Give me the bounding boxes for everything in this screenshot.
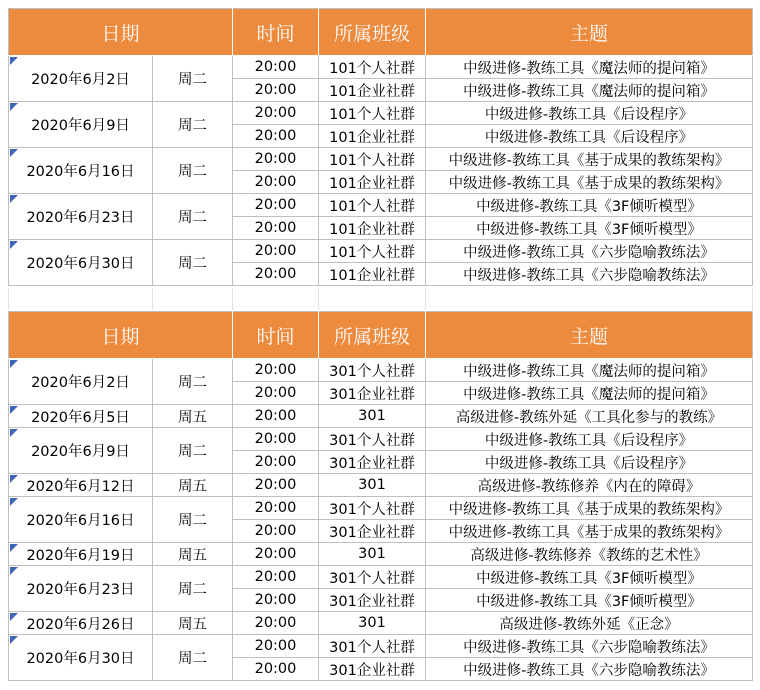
topic-cell: 中级进修-教练工具《3F倾听模型》 xyxy=(426,217,753,240)
topic-cell: 中级进修-教练工具《六步隐喻教练法》 xyxy=(426,263,753,286)
class-cell: 301个人社群 xyxy=(319,359,426,382)
topic-cell: 中级进修-教练工具《基于成果的教练架构》 xyxy=(426,171,753,194)
time-cell: 20:00 xyxy=(233,263,319,286)
table-row xyxy=(9,405,753,428)
table-row xyxy=(9,240,753,263)
topic-cell: 高级进修-教练外延《正念》 xyxy=(426,612,753,635)
comment-flag-icon xyxy=(10,195,18,203)
topic-cell: 中级进修-教练工具《六步隐喻教练法》 xyxy=(426,240,753,263)
time-cell: 20:00 xyxy=(233,612,319,635)
schedule-table-301 xyxy=(8,311,753,681)
date-cell xyxy=(9,56,153,102)
class-cell: 301 xyxy=(319,405,426,428)
date-text: 2020年6月30日 xyxy=(26,651,135,667)
topic-cell: 高级进修-教练修养《教练的艺术性》 xyxy=(426,543,753,566)
weekday-cell: 周二 xyxy=(153,635,233,681)
table-row xyxy=(9,566,753,589)
schedule-table-101 xyxy=(8,8,753,286)
date-cell xyxy=(9,405,153,428)
comment-flag-icon xyxy=(10,57,18,65)
date-cell xyxy=(9,428,153,474)
time-cell: 20:00 xyxy=(233,474,319,497)
table-row xyxy=(9,612,753,635)
comment-flag-icon xyxy=(10,613,18,621)
date-text: 2020年6月5日 xyxy=(31,409,130,426)
time-cell: 20:00 xyxy=(233,217,319,240)
class-cell: 301 xyxy=(319,474,426,497)
topic-cell: 中级进修-教练工具《魔法师的提问箱》 xyxy=(426,79,753,102)
topic-cell: 中级进修-教练工具《后设程序》 xyxy=(426,428,753,451)
time-cell: 20:00 xyxy=(233,359,319,382)
time-cell: 20:00 xyxy=(233,658,319,681)
time-cell: 20:00 xyxy=(233,240,319,263)
weekday-cell: 周二 xyxy=(153,497,233,543)
date-cell xyxy=(9,543,153,566)
comment-flag-icon xyxy=(10,241,18,249)
spacer-row xyxy=(8,288,752,310)
topic-cell: 中级进修-教练工具《魔法师的提问箱》 xyxy=(426,56,753,79)
class-cell: 301 xyxy=(319,543,426,566)
date-cell xyxy=(9,359,153,405)
weekday-cell: 周二 xyxy=(153,428,233,474)
header-topic: 主题 xyxy=(426,9,753,56)
table-row xyxy=(9,474,753,497)
topic-cell: 中级进修-教练工具《3F倾听模型》 xyxy=(426,194,753,217)
schedule-body-101 xyxy=(9,56,753,286)
comment-flag-icon xyxy=(10,475,18,483)
table-row xyxy=(9,635,753,658)
topic-cell: 中级进修-教练工具《六步隐喻教练法》 xyxy=(426,635,753,658)
header-date: 日期 xyxy=(9,312,233,359)
date-text: 2020年6月9日 xyxy=(31,444,130,460)
weekday-cell: 周二 xyxy=(153,566,233,612)
comment-flag-icon xyxy=(10,544,18,552)
header-row xyxy=(9,312,753,359)
topic-cell: 高级进修-教练修养《内在的障碍》 xyxy=(426,474,753,497)
topic-cell: 中级进修-教练工具《基于成果的教练架构》 xyxy=(426,520,753,543)
class-cell: 101个人社群 xyxy=(319,240,426,263)
date-text: 2020年6月2日 xyxy=(31,375,130,391)
topic-cell: 中级进修-教练工具《3F倾听模型》 xyxy=(426,566,753,589)
weekday-cell: 周五 xyxy=(153,612,233,635)
topic-cell: 高级进修-教练外延《工具化参与的教练》 xyxy=(426,405,753,428)
topic-cell: 中级进修-教练工具《后设程序》 xyxy=(426,451,753,474)
time-cell: 20:00 xyxy=(233,102,319,125)
table-row xyxy=(9,194,753,217)
time-cell: 20:00 xyxy=(233,382,319,405)
comment-flag-icon xyxy=(10,149,18,157)
time-cell: 20:00 xyxy=(233,171,319,194)
header-time: 时间 xyxy=(233,9,319,56)
time-cell: 20:00 xyxy=(233,520,319,543)
date-text: 2020年6月2日 xyxy=(31,72,130,88)
topic-cell: 中级进修-教练工具《魔法师的提问箱》 xyxy=(426,382,753,405)
table-row xyxy=(9,497,753,520)
date-text: 2020年6月26日 xyxy=(26,616,135,633)
comment-flag-icon xyxy=(10,406,18,414)
table-row xyxy=(9,428,753,451)
date-cell xyxy=(9,612,153,635)
time-cell: 20:00 xyxy=(233,405,319,428)
date-cell xyxy=(9,566,153,612)
class-cell: 301企业社群 xyxy=(319,658,426,681)
topic-cell: 中级进修-教练工具《后设程序》 xyxy=(426,102,753,125)
time-cell: 20:00 xyxy=(233,79,319,102)
class-cell: 301个人社群 xyxy=(319,635,426,658)
topic-cell: 中级进修-教练工具《魔法师的提问箱》 xyxy=(426,359,753,382)
topic-cell: 中级进修-教练工具《六步隐喻教练法》 xyxy=(426,658,753,681)
weekday-cell: 周二 xyxy=(153,194,233,240)
date-cell xyxy=(9,474,153,497)
class-cell: 101个人社群 xyxy=(319,56,426,79)
class-cell: 301个人社群 xyxy=(319,428,426,451)
weekday-cell: 周二 xyxy=(153,359,233,405)
date-text: 2020年6月19日 xyxy=(26,547,135,564)
weekday-cell: 周五 xyxy=(153,543,233,566)
date-cell xyxy=(9,635,153,681)
class-cell: 101企业社群 xyxy=(319,171,426,194)
weekday-cell: 周二 xyxy=(153,102,233,148)
comment-flag-icon xyxy=(10,567,18,575)
header-class: 所属班级 xyxy=(319,312,426,359)
class-cell: 301企业社群 xyxy=(319,520,426,543)
comment-flag-icon xyxy=(10,103,18,111)
date-cell xyxy=(9,497,153,543)
comment-flag-icon xyxy=(10,429,18,437)
date-text: 2020年6月16日 xyxy=(26,513,135,529)
class-cell: 101个人社群 xyxy=(319,102,426,125)
weekday-cell: 周二 xyxy=(153,240,233,286)
time-cell: 20:00 xyxy=(233,428,319,451)
comment-flag-icon xyxy=(10,498,18,506)
header-date: 日期 xyxy=(9,9,233,56)
class-cell: 301个人社群 xyxy=(319,566,426,589)
class-cell: 301 xyxy=(319,612,426,635)
date-text: 2020年6月30日 xyxy=(26,256,135,272)
class-cell: 101企业社群 xyxy=(319,217,426,240)
class-cell: 101企业社群 xyxy=(319,125,426,148)
time-cell: 20:00 xyxy=(233,497,319,520)
topic-cell: 中级进修-教练工具《3F倾听模型》 xyxy=(426,589,753,612)
header-class: 所属班级 xyxy=(319,9,426,56)
topic-cell: 中级进修-教练工具《基于成果的教练架构》 xyxy=(426,148,753,171)
class-cell: 101个人社群 xyxy=(319,194,426,217)
time-cell: 20:00 xyxy=(233,635,319,658)
date-text: 2020年6月9日 xyxy=(31,118,130,134)
table-row xyxy=(9,102,753,125)
time-cell: 20:00 xyxy=(233,543,319,566)
weekday-cell: 周二 xyxy=(153,148,233,194)
header-time: 时间 xyxy=(233,312,319,359)
class-cell: 301企业社群 xyxy=(319,382,426,405)
date-cell xyxy=(9,102,153,148)
table-row xyxy=(9,148,753,171)
date-cell xyxy=(9,148,153,194)
class-cell: 101个人社群 xyxy=(319,148,426,171)
time-cell: 20:00 xyxy=(233,56,319,79)
date-text: 2020年6月23日 xyxy=(26,210,135,226)
time-cell: 20:00 xyxy=(233,589,319,612)
class-cell: 301企业社群 xyxy=(319,451,426,474)
topic-cell: 中级进修-教练工具《后设程序》 xyxy=(426,125,753,148)
table-row xyxy=(9,56,753,79)
weekday-cell: 周二 xyxy=(153,56,233,102)
class-cell: 101企业社群 xyxy=(319,79,426,102)
topic-cell: 中级进修-教练工具《基于成果的教练架构》 xyxy=(426,497,753,520)
comment-flag-icon xyxy=(10,636,18,644)
time-cell: 20:00 xyxy=(233,148,319,171)
class-cell: 301企业社群 xyxy=(319,589,426,612)
time-cell: 20:00 xyxy=(233,125,319,148)
schedule-body-301 xyxy=(9,359,753,681)
date-text: 2020年6月23日 xyxy=(26,582,135,598)
time-cell: 20:00 xyxy=(233,451,319,474)
date-cell xyxy=(9,194,153,240)
header-topic: 主题 xyxy=(426,312,753,359)
date-text: 2020年6月12日 xyxy=(26,478,135,495)
time-cell: 20:00 xyxy=(233,194,319,217)
weekday-cell: 周五 xyxy=(153,405,233,428)
header-row xyxy=(9,9,753,56)
class-cell: 101企业社群 xyxy=(319,263,426,286)
table-row xyxy=(9,543,753,566)
time-cell: 20:00 xyxy=(233,566,319,589)
weekday-cell: 周五 xyxy=(153,474,233,497)
date-text: 2020年6月16日 xyxy=(26,164,135,180)
class-cell: 301个人社群 xyxy=(319,497,426,520)
comment-flag-icon xyxy=(10,360,18,368)
table-row xyxy=(9,359,753,382)
date-cell xyxy=(9,240,153,286)
